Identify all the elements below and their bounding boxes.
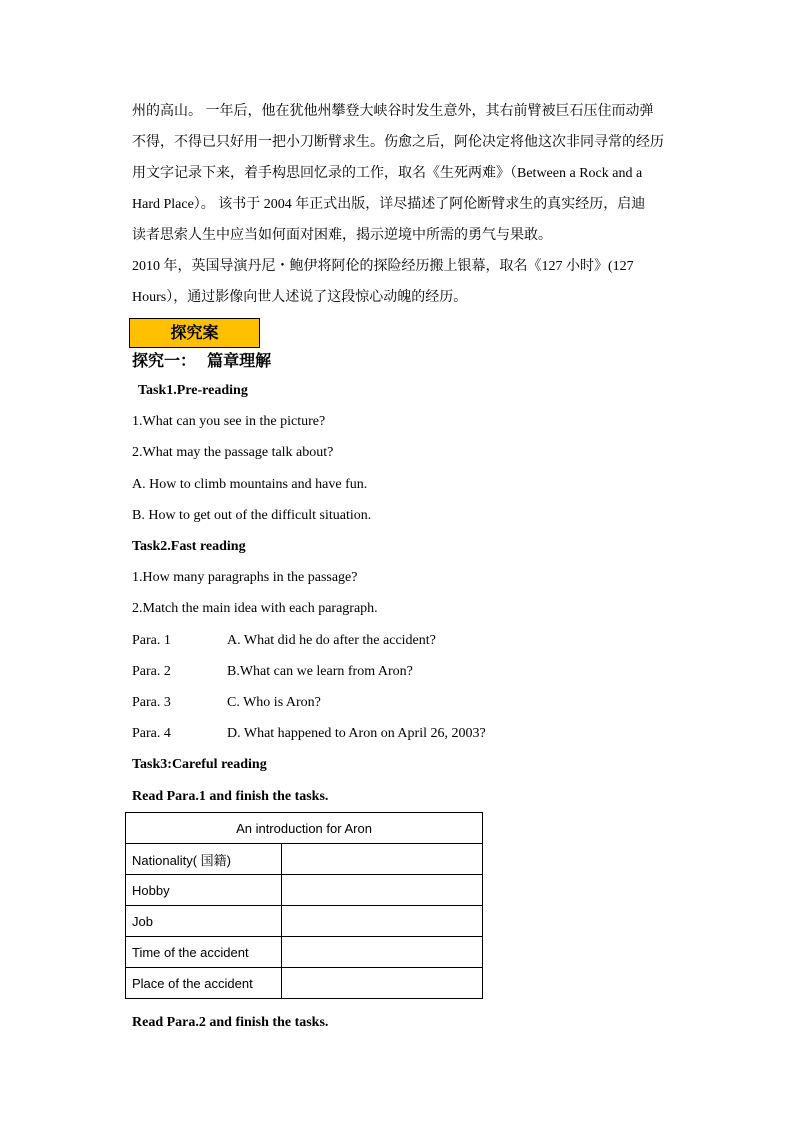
intro-line: 读者思索人生中应当如何面对困难，揭示逆境中所需的勇气与果敢。 xyxy=(132,228,552,243)
task1-question-1: 1.What can you see in the picture? xyxy=(132,414,326,429)
table-answer-cell[interactable] xyxy=(282,906,483,937)
match-idea: A. What did he do after the accident? xyxy=(227,633,436,648)
task1-question-2: 2.What may the passage talk about? xyxy=(132,445,334,460)
task2-title: Task2.Fast reading xyxy=(132,539,246,554)
intro-line: Hard Place）。 该书于 2004 年正式出版，详尽描述了阿伦断臂求生的真实经历，启迪 xyxy=(132,197,646,212)
table-row-label: Job xyxy=(126,906,282,937)
table-row xyxy=(126,968,483,999)
match-idea: B.What can we learn from Aron? xyxy=(227,664,413,679)
task2-question-1: 1.How many paragraphs in the passage? xyxy=(132,570,358,585)
read-para1-instruction: Read Para.1 and finish the tasks. xyxy=(132,789,329,804)
table-answer-cell[interactable] xyxy=(282,968,483,999)
table-row-label: Hobby xyxy=(126,875,282,906)
read-para2-instruction: Read Para.2 and finish the tasks. xyxy=(132,1015,329,1030)
intro-paragraph xyxy=(132,96,662,313)
match-idea: D. What happened to Aron on April 26, 2003? xyxy=(227,726,486,741)
table-row xyxy=(126,875,483,906)
match-idea: C. Who is Aron? xyxy=(227,695,321,710)
match-para-label: Para. 1 xyxy=(132,633,171,648)
intro-line: 不得，不得已只好用一把小刀断臂求生。伤愈之后，阿伦决定将他这次非同寻常的经历 xyxy=(132,135,664,150)
section-heading: 探究一： 篇章理解 xyxy=(132,351,272,370)
aron-intro-table xyxy=(125,812,483,999)
table-caption: An introduction for Aron xyxy=(126,813,483,844)
table-row-label: Time of the accident xyxy=(126,937,282,968)
table-row xyxy=(126,906,483,937)
match-para-label: Para. 2 xyxy=(132,664,171,679)
intro-line: 用文字记录下来，着手构思回忆录的工作，取名《生死两难》（Between a Rock and a xyxy=(132,166,643,181)
table-answer-cell[interactable] xyxy=(282,844,483,875)
table-answer-cell[interactable] xyxy=(282,875,483,906)
match-para-label: Para. 3 xyxy=(132,695,171,710)
task1-option-b: B. How to get out of the difficult situation. xyxy=(132,508,372,523)
table-answer-cell[interactable] xyxy=(282,937,483,968)
task3-title: Task3:Careful reading xyxy=(132,757,267,772)
section-box: 探究案 xyxy=(129,318,260,348)
task2-question-2: 2.Match the main idea with each paragraph. xyxy=(132,601,378,616)
task1-title: Task1.Pre-reading xyxy=(138,383,248,398)
table-row-label: Nationality( 国籍) xyxy=(126,844,282,875)
task1-option-a: A. How to climb mountains and have fun. xyxy=(132,477,368,492)
table-row xyxy=(126,937,483,968)
intro-line: Hours），通过影像向世人述说了这段惊心动魄的经历。 xyxy=(132,290,468,305)
table-caption-row xyxy=(126,813,483,844)
table-row-label: Place of the accident xyxy=(126,968,282,999)
table-row xyxy=(126,844,483,875)
intro-line: 2010 年，英国导演丹尼・鲍伊将阿伦的探险经历搬上银幕，取名《127 小时》(127 xyxy=(132,259,634,274)
match-para-label: Para. 4 xyxy=(132,726,171,741)
intro-line: 州的高山。 一年后，他在犹他州攀登大峡谷时发生意外，其右前臂被巨石压住而动弹 xyxy=(132,104,654,119)
